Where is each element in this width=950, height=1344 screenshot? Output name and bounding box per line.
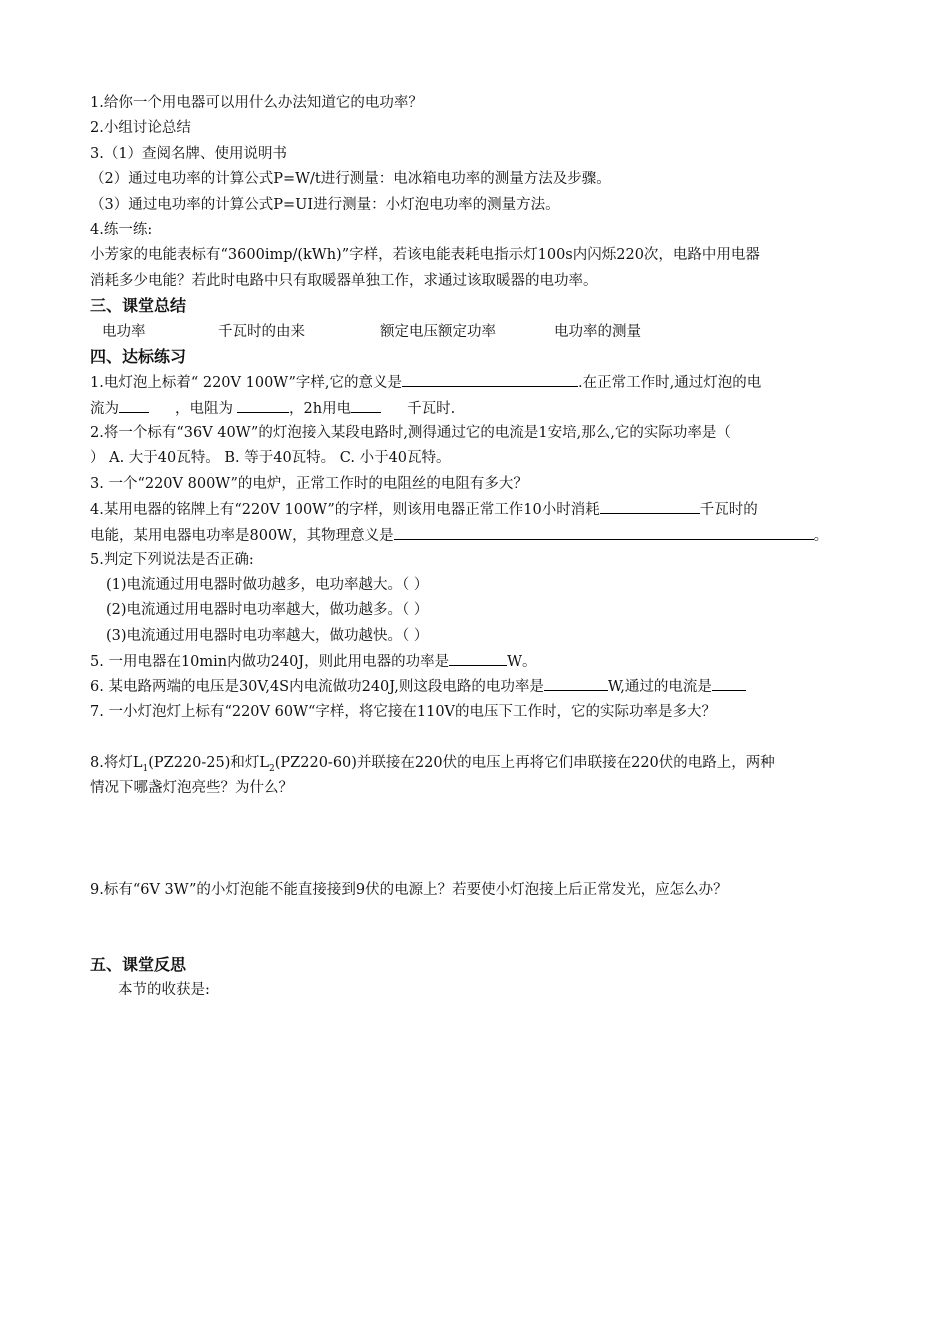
problem-8-text: 8.将灯L [90,755,143,771]
answer-blank [600,499,700,514]
answer-blank [712,676,746,691]
subscript: 1 [142,763,149,774]
summary-item: 电功率的测量 [554,324,641,340]
intro-q4-text1: 小芳家的电能表标有“3600imp/(kWh)”字样，若该电能表耗电指示灯100s内闪烁220次，电路中用电器 [90,247,760,263]
answer-blank [119,398,149,413]
problem-8-line2: 情况下哪盏灯泡亮些？为什么？ [90,780,293,796]
problem-1-text: .在正常工作时,通过灯泡的电 [577,375,762,391]
intro-q3a: 3.（1）查阅名牌、使用说明书 [90,146,288,162]
summary-row [102,322,641,342]
problem-5b-text: W。 [507,654,537,670]
intro-q3b: （2）通过电功率的计算公式P=W/t进行测量：电冰箱电功率的测量方法及步骤。 [90,171,611,187]
problem-6 [90,676,746,697]
section3-heading: 三、课堂总结 [90,296,187,315]
problem-4-text: 。 [813,528,829,544]
problem-8-line1 [90,753,775,779]
problem-1-text: ，电阻为 [175,401,233,417]
answer-blank [544,676,608,691]
summary-item: 电功率 [102,324,146,340]
problem-1-line2 [90,398,455,419]
problem-5-item-3: (3)电流通过用电器时电功率越大，做功越快。（ ） [106,628,429,644]
intro-q3c: （3）通过电功率的计算公式P=UI进行测量：小灯泡电功率的测量方法。 [90,197,560,213]
problem-6-text: W,通过的电流是 [607,679,712,695]
problem-2-line2: ） A. 大于40瓦特。 B. 等于40瓦特。 C. 小于40瓦特。 [90,450,451,466]
problem-7: 7. 一小灯泡灯上标有“220V 60W“字样，将它接在110V的电压下工作时，它的实际功率是多大？ [90,704,717,720]
answer-blank [237,398,289,413]
section5-heading: 五、课堂反思 [90,955,187,974]
problem-1-text: 千瓦时. [407,401,456,417]
problem-5-item-1: (1)电流通过用电器时做功越多，电功率越大。（ ） [106,577,429,593]
summary-item: 千瓦时的由来 [218,324,305,340]
problem-4-text: 电能，某用电器电功率是800W，其物理意义是 [90,528,394,544]
problem-4-line1 [90,499,758,520]
problem-3: 3. 一个“220V 800W”的电炉，正常工作时的电阻丝的电阻有多大？ [90,476,528,492]
problem-5b [90,651,537,672]
problem-1-text: ，2h用电 [289,401,352,417]
section4-heading: 四、达标练习 [90,347,187,366]
problem-4-text: 千瓦时的 [699,502,758,518]
problem-9: 9.标有“6V 3W”的小灯泡能不能直接接到9伏的电源上？若要使小灯泡接上后正常发光，应怎么办？ [90,882,728,898]
subscript: 2 [269,763,275,774]
answer-blank [402,372,578,387]
problem-4-line2 [90,525,828,546]
answer-blank [449,651,507,666]
answer-blank [394,525,814,540]
intro-q2: 2.小组讨论总结 [90,120,191,136]
problem-1-text: 1.电灯泡上标着“ 220V 100W”字样,它的意义是 [90,375,402,391]
problem-6-text: 6. 某电路两端的电压是30V,4S内电流做功240J,则这段电路的电功率是 [90,679,544,695]
reflection-text: 本节的收获是: [118,982,210,998]
problem-5b-text: 5. 一用电器在10min内做功240J，则此用电器的功率是 [90,654,450,670]
problem-1-text: 流为 [90,401,119,417]
problem-1-line1 [90,372,761,393]
problem-4-text: 4.某用电器的铭牌上有“220V 100W”的字样，则该用电器正常工作10小时消耗 [90,502,600,518]
problem-2-line1: 2.将一个标有“36V 40W”的灯泡接入某段电路时,测得通过它的电流是1安培,那么,它的实际功率是（ [90,425,731,441]
problem-8-text: (PZ220-25)和灯L [148,755,270,771]
problem-5-item-2: (2)电流通过用电器时电功率越大，做功越多。（ ） [106,602,429,618]
problem-5: 5.判定下列说法是否正确: [90,552,254,568]
intro-q4: 4.练一练: [90,222,153,238]
summary-item: 额定电压额定功率 [380,324,496,340]
answer-blank [351,398,381,413]
problem-8-text: (PZ220-60)并联接在220伏的电压上再将它们串联接在220伏的电路上，两种 [274,755,775,771]
intro-q4-text2: 消耗多少电能？若此时电路中只有取暖器单独工作，求通过该取暖器的电功率。 [90,273,598,289]
intro-q1: 1.给你一个用电器可以用什么办法知道它的电功率？ [90,95,423,111]
